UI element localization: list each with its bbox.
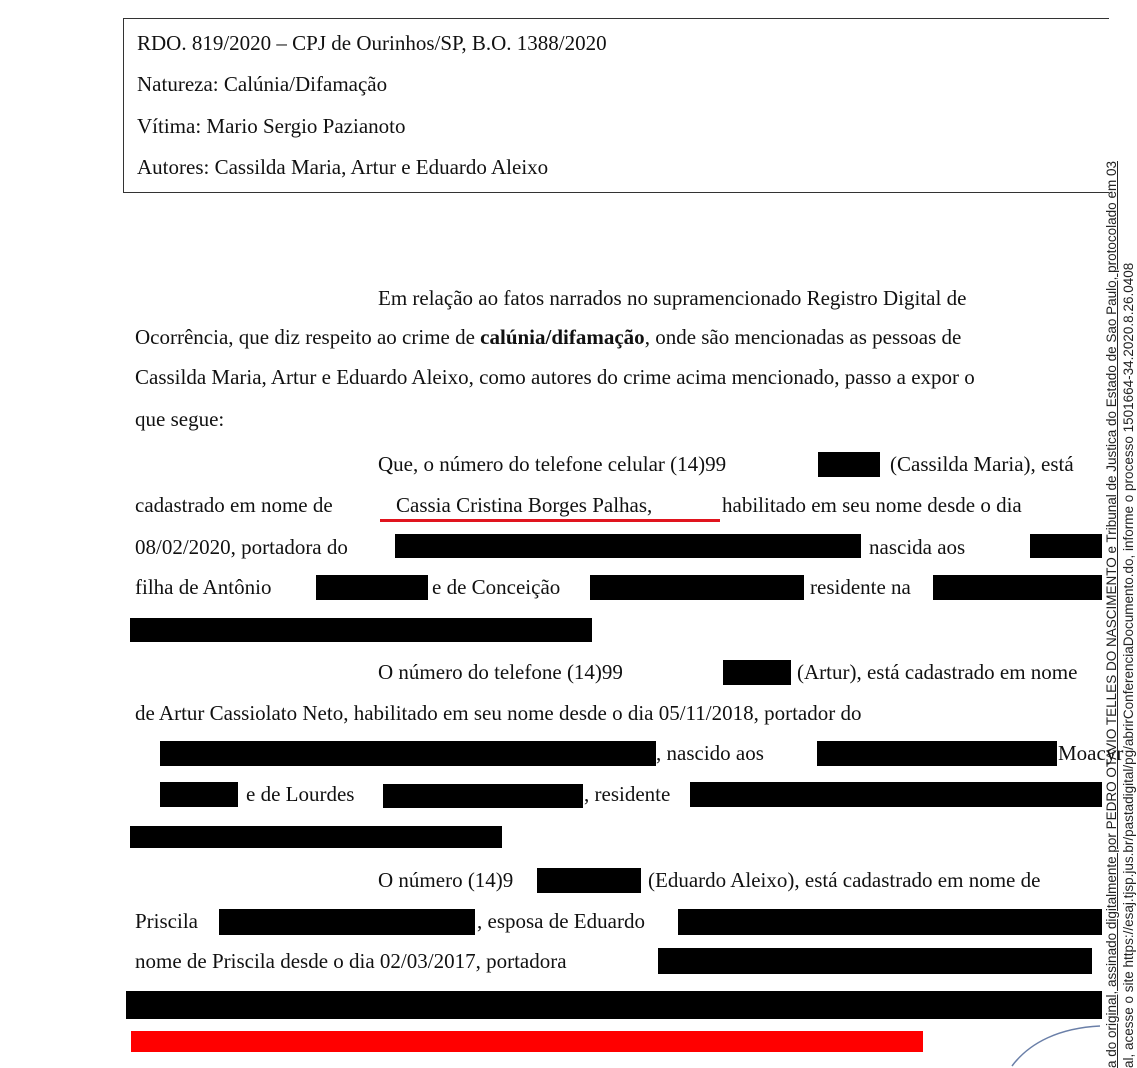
- para3-line3-b: Moacyr: [1058, 741, 1124, 765]
- authentication-margin-note: [1103, 0, 1137, 1068]
- para1-line1: Em relação ao fatos narrados no supramencionado Registro Digital de: [378, 286, 967, 310]
- redaction-phone-3: [537, 868, 641, 893]
- redaction-address-1: [933, 575, 1102, 600]
- para4-line2-a: Priscila: [135, 909, 198, 933]
- redaction-mother-2: [383, 784, 583, 808]
- redaction-doc-2: [160, 741, 656, 766]
- redaction-birth-1: [1030, 534, 1102, 558]
- redaction-father-2: [160, 782, 238, 807]
- para1-line2: Ocorrência, que diz respeito ao crime de calúnia/difamação, onde são mencionadas as pessoas de: [135, 325, 962, 349]
- para2-line2-a: cadastrado em nome de: [135, 493, 333, 517]
- para1-line3: Cassilda Maria, Artur e Eduardo Aleixo, como autores do crime acima mencionado, passo a expor o: [135, 365, 975, 389]
- para2-line4-c: residente na: [810, 575, 911, 599]
- para2-line4-b: e de Conceição: [432, 575, 561, 599]
- nature-line: Natureza: Calúnia/Difamação: [137, 72, 388, 96]
- redaction-address-1b: [130, 618, 592, 642]
- para4-line1-b: (Eduardo Aleixo), está cadastrado em nome de: [648, 868, 1041, 892]
- para2-line3-b: nascida aos: [869, 535, 966, 559]
- para2-line1-b: (Cassilda Maria), está: [890, 452, 1074, 476]
- redaction-doc-1: [395, 534, 861, 558]
- redaction-father-1: [316, 575, 428, 600]
- redaction-mother-1: [590, 575, 804, 600]
- signature-stroke-icon: [1010, 1022, 1102, 1068]
- crime-type-bold: calúnia/difamação: [480, 325, 645, 349]
- para2-line2-b: habilitado em seu nome desde o dia: [722, 493, 1022, 517]
- authors-line: Autores: Cassilda Maria, Artur e Eduardo Aleixo: [137, 155, 549, 179]
- para4-line2-b: , esposa de Eduardo: [477, 909, 645, 933]
- para3-line1-b: (Artur), está cadastrado em nome: [797, 660, 1078, 684]
- para3-line3-a: , nascido aos: [656, 741, 764, 765]
- redaction-phone-2: [723, 660, 791, 685]
- para2-line3-a: 08/02/2020, portadora do: [135, 535, 348, 559]
- para1-line4: que segue:: [135, 407, 225, 431]
- redaction-husband: [678, 909, 1102, 935]
- para3-line4-b: , residente: [584, 782, 671, 806]
- redaction-name-3: [219, 909, 475, 935]
- para3-line1-a: O número do telefone (14)99: [378, 660, 623, 684]
- margin-note-line2: al, acesse o site https://esaj.tjsp.jus.br/pastadigital/pg/abrirConferenciaDocumento.do, informe o processo 1501664-34.2020.8.26.0408: [1121, 262, 1136, 1068]
- highlighted-name: Cassia Cristina Borges Palhas,: [396, 493, 653, 517]
- redaction-birth-2: [817, 741, 1057, 766]
- case-number-line: RDO. 819/2020 – CPJ de Ourinhos/SP, B.O. 1388/2020: [137, 31, 607, 55]
- redaction-address-2b: [130, 826, 502, 848]
- para3-line2: de Artur Cassiolato Neto, habilitado em seu nome desde o dia 05/11/2018, portador do: [135, 701, 862, 725]
- victim-line: Vítima: Mario Sergio Pazianoto: [137, 114, 406, 138]
- redaction-doc-3: [658, 948, 1092, 974]
- para2-line1-a: Que, o número do telefone celular (14)99: [378, 452, 727, 476]
- para3-line4-a: e de Lourdes: [246, 782, 355, 806]
- red-underline: [380, 519, 720, 522]
- redaction-address-2: [690, 782, 1102, 807]
- red-highlight-bar: [131, 1031, 923, 1052]
- para4-line3-a: nome de Priscila desde o dia 02/03/2017, portadora: [135, 949, 567, 973]
- redaction-full-line: [126, 991, 1102, 1019]
- para2-line4-a: filha de Antônio: [135, 575, 272, 599]
- margin-note-line1: a do original, assinado digitalmente por PEDRO OTAVIO TELLES DO NASCIMENTO e Tribunal de Justica do Estado de Sao Paulo, protocolado em 03: [1104, 161, 1119, 1068]
- para4-line1-a: O número (14)9: [378, 868, 514, 892]
- redaction-phone-1: [818, 452, 880, 477]
